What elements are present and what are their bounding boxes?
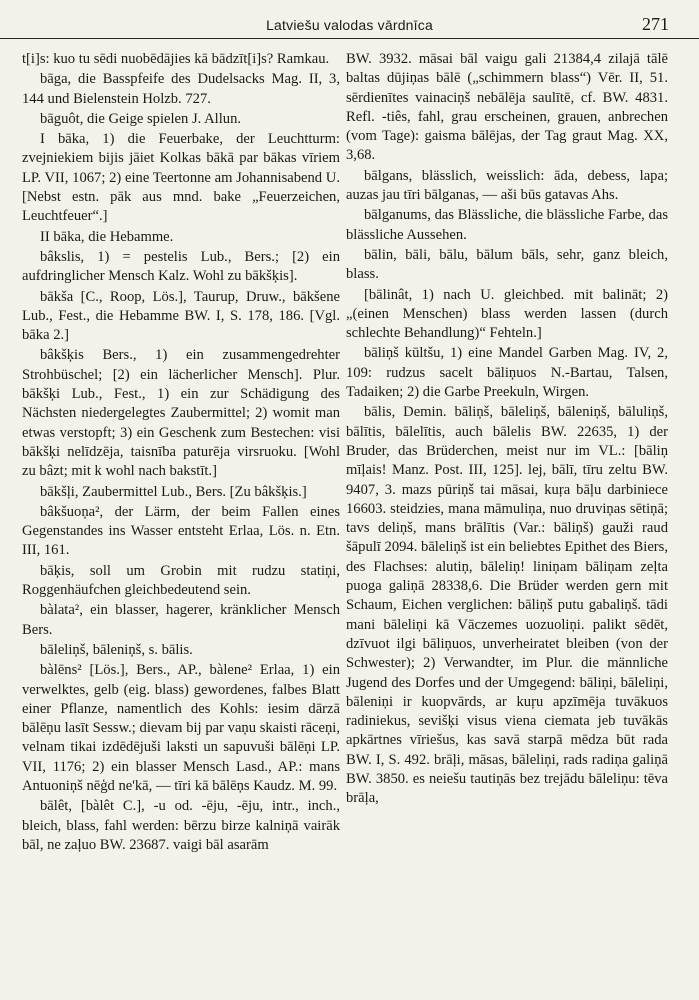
entry: bākšļi, Zaubermittel Lub., Bers. [Zu bâkšķis.] <box>40 483 307 500</box>
entry: bālganums, das Blässliche, die blässliche Farbe, das blässliche Aussehen. <box>346 207 668 243</box>
entry: t[i]s: kuo tu sēdi nuobēdājies kā bādzīt[i]s? Ramkau. <box>22 51 330 67</box>
page-number: 271 <box>642 14 669 34</box>
entry: bâkšuoņa², der Lärm, der beim Fallen eines Gegenstandes ins Wasser entsteht Erlaa, Lös. n. Etn. III, 161. <box>22 503 340 559</box>
entry: bāga, die Basspfeife des Dudelsacks Mag. II, 3, 144 und Bielenstein Holzb. 727. <box>22 71 340 107</box>
right-column <box>346 50 668 810</box>
entry: bāguôt, die Geige spielen J. Allun. <box>40 110 242 127</box>
running-title: Latviešu valodas vārdnīca <box>266 17 433 33</box>
entry: bâkšķis Bers., 1) ein zusammengedrehter Strohbüschel; [2) ein lächerlicher Mensch]. Plur. bākšķi Lub., Fest., 1) ein zur Schädigung des Nächsten niedergelegtes Zaubermittel; 2) womit man etwas verstopft; 3) ein Geschenk zum Bestechen: visi bākšķi nelīdzēja, taisnība paturēja virsruoku. [Wohl zu bâzt; mit k wohl nach bakstīt.] <box>22 347 340 480</box>
entry: bāleliņš, bāleniņš, s. bālis. <box>40 641 193 658</box>
left-column <box>22 50 340 856</box>
entry: bālêt, [bàlêt C.], -u od. -ēju, -ēju, intr., inch., bleich, blass, fahl werden: bērzu birze kalniņā vairāk bāl, ne zaļuo BW. 23687. vaigi bāl asarām <box>22 798 340 853</box>
entry: bālin, bāli, bālu, bālum bāls, sehr, ganz bleich, blass. <box>346 246 668 283</box>
entry: bàlata², ein blasser, hagerer, kränklicher Mensch Bers. <box>22 602 340 638</box>
entry: bākša [C., Roop, Lös.], Taurup, Druw., bākšene Lub., Fest., die Hebamme BW. I, S. 178, 186. [Vgl. bāka 2.] <box>22 288 340 344</box>
entry: bāliņš kūltšu, 1) eine Mandel Garben Mag. IV, 2, 109: rudzus sacelt bāliņuos N.-Bartau, Talsen, Tadaiken; 2) die Garbe Preekuln, Wirgen. <box>346 345 668 401</box>
page-header <box>0 14 699 39</box>
entry: I bāka, 1) die Feuerbake, der Leuchtturm: zvejniekiem bijis jāiet Kolkas bākā par bākas vīriem LP. VII, 1067; 2) eine Teertonne am Johannisabend U. [Nebst estn. pāk aus mnd. bake „Feuerzeichen, Leuchtfeuer“.] <box>22 131 340 225</box>
entry: [bālinât, 1) nach U. gleichbed. mit balināt; 2) „(einen Menschen) blass werden lassen (durch schlechte Behandlung)“ Fehteln.] <box>346 286 668 342</box>
entry: BW. 3932. māsai bāl vaigu gali 21384,4 zilajā tālē baltas dūjiņas bālē („schimmern blass“) Vēr. II, 51. sērdienītes vainaciņš nebālēja saulītē, cf. BW. 4831. Refl. -tiês, fahl, grau erscheinen, grauen, anbrechen (vom Tage): gaisma bālējas, der Tag graut Mag. XX, 3,68. <box>346 51 668 164</box>
entry: bālgans, blässlich, weisslich: āda, debess, lapa; auzas jau tīri bālganas, — aši būs gatavas Ahs. <box>346 167 668 204</box>
entry: bàlēns² [Lös.], Bers., AP., bàlene² Erlaa, 1) ein verwelktes, gelb (eig. blass) gewordenes, falbes Blatt einer Pflanze, namentlich des Kohls: iesim dārzā bālēņu lasīt Sessw.; dievam bij par vaņu skaisti rāceņi, velnam tikai izdēdējuši laksti un sapuvuši bālēņi LP. VII, 1176; 2) ein blasser Mensch Lasd., AP.: mans Antuoniņš nēģd ne'kā, — tīri kā bālēņs Kaudz. M. 99. <box>22 662 340 794</box>
entry: bāķis, soll um Grobin mit rudzu statiņi, Roggenhäufchen gleichbedeutend sein. <box>22 562 340 599</box>
entry: II bāka, die Hebamme. <box>40 228 174 245</box>
entry: bâkslis, 1) = pestelis Lub., Bers.; [2) ein aufdringlicher Mensch Kalz. Wohl zu bākšķis]. <box>22 248 340 285</box>
entry: bālis, Demin. bāliņš, bāleliņš, bāleniņš, bāluliņš, bālītis, bālelītis, auch bālelis BW. 22635, 1) der Bruder, das Brüderchen, meist nur im VL.: [bāliņ mīļais! Manz. Post. III, 125]. lej, bālī, tīru zeltu BW. 9407, 3. mazs pūriņš tai māsai, kuŗa bāļu darbiniece 16603. steidzies, mana māmuliņa, nuo druviņas sētiņā; tavs deliņš, mans brālītis (Var.: bāliņš) gauži raud šāpulī 2094. bāleliņš ist ein beliebtes Epithet des Biers, des Flachses: alutiņ, bāleliņ! liniņam bāliņam zeļta puoga galiņā 28338,6. Die Brüder werden gern mit Schaum, Eichen verglichen: bāliņš putu gabaliņš. tādi mani bāleliņi kā Vāczemes uozuoliņi. palikt sēdēt, dzīvuot ilgi bāliņuos, unverheiratet bleiben (von der Schwester); 2) Verwandter, im Plur. die männliche Jugend des Dorfes und der Umgegend: bāliņi, bāleliņi, bāleniņi ir kuopvārds, ar kuŗu apzīmēja tuvākuos radiniekus, sevišķi visus viena ciemata jeb tuvākās apkārtnes vīriešus, kas savā starpā mēdza būt rada BW. I, S. 492. brāļi, māsas, bāleliņi, rads radiņa galiņā BW. 3850. es neiešu tautiņās bez trejādu bāleliņu: tēva brāļa, <box>346 404 668 807</box>
